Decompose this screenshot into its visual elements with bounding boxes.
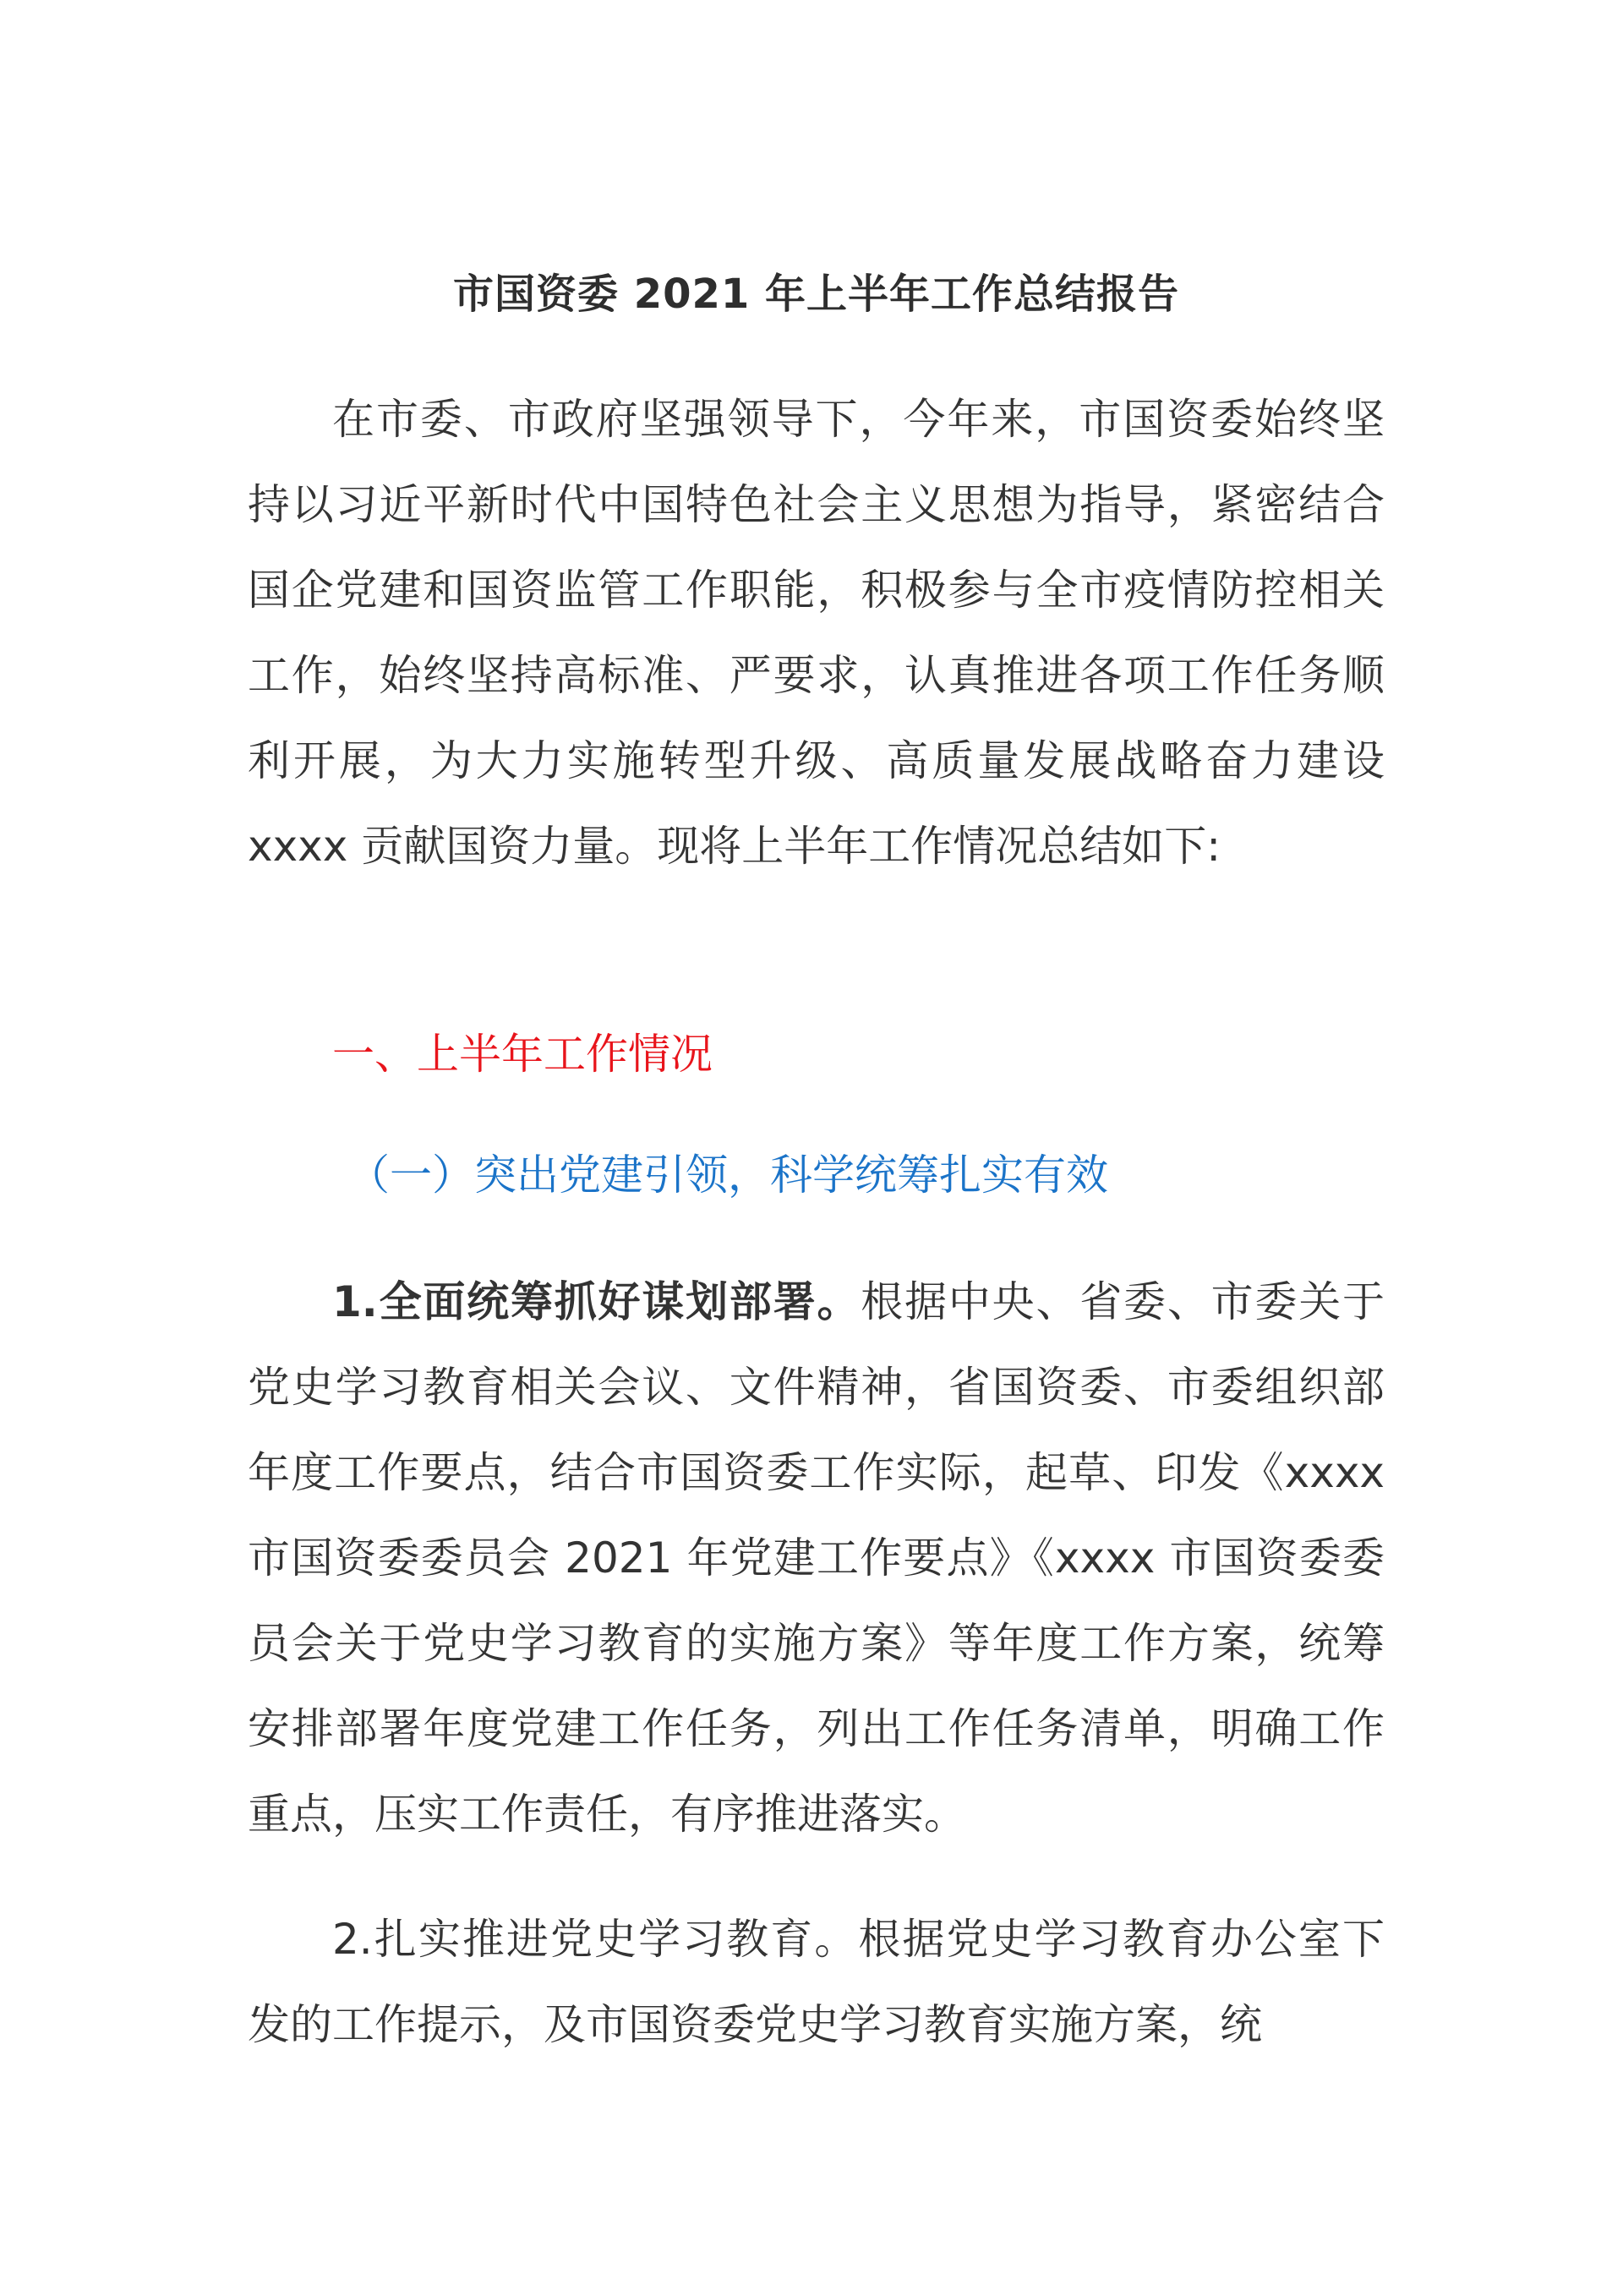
section-heading: 一、上半年工作情况	[332, 1030, 713, 1079]
item-2-body: 根据党史学习教育办公室下发的工作提示，及市国资委党史学习教育实施方案，统	[248, 1915, 1385, 2049]
subsection-heading: （一）突出党建引领，科学统筹扎实有效	[347, 1151, 1108, 1200]
item-1-paragraph	[248, 1260, 1385, 1857]
item-2-paragraph	[248, 1897, 1385, 2068]
document-title: 市国资委 2021 年上半年工作总结报告	[452, 271, 1180, 318]
item-2-lead: 2.扎实推进党史学习教育。	[332, 1915, 859, 1964]
item-1-body: 根据中央、省委、市委关于党史学习教育相关会议、文件精神，省国资委、市委组织部年度工作要点，结合市国资委工作实际，起草、印发《xxxx 市国资委委员会 2021 年党建工作要点》《xxxx 市国资委委员会关于党史学习教育的实施方案》等年度工作方案，统筹安排部署年度党建工作任务，列出工作任务清单，明确工作重点，压实工作责任，有序推进落实。	[248, 1277, 1385, 1839]
intro-paragraph: 在市委、市政府坚强领导下，今年来，市国资委始终坚持以习近平新时代中国特色社会主义思想为指导，紧密结合国企党建和国资监管工作职能，积极参与全市疫情防控相关工作，始终坚持高标准、严要求，认真推进各项工作任务顺利开展，为大力实施转型升级、高质量发展战略奋力建设 xxxx 贡献国资力量。现将上半年工作情况总结如下:	[248, 395, 1385, 871]
item-1-lead: 1.全面统筹抓好谋划部署。	[332, 1277, 861, 1326]
